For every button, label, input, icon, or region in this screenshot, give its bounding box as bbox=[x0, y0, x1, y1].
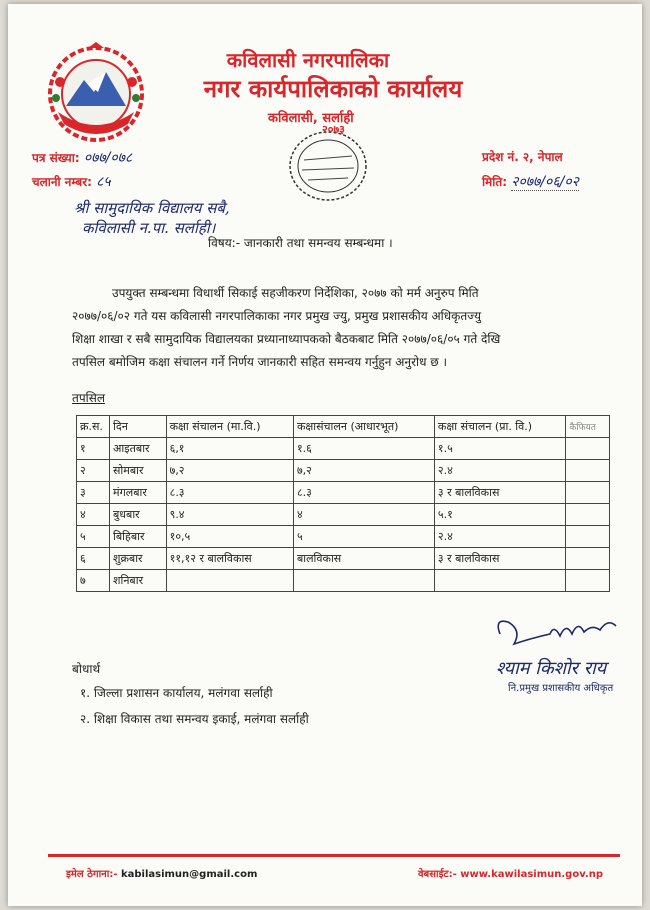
table-cell: बालविकास bbox=[293, 548, 434, 570]
letter-page bbox=[8, 4, 642, 906]
table-row bbox=[77, 526, 610, 548]
table-title: तपसिल bbox=[72, 391, 106, 405]
table-cell: आइतबार bbox=[110, 438, 167, 460]
table-cell: ८.३ bbox=[166, 482, 293, 504]
subject-line: विषय:- जानकारी तथा समन्वय सम्बन्धमा । bbox=[208, 236, 393, 250]
footer-website bbox=[418, 866, 603, 880]
footer-divider bbox=[48, 854, 620, 857]
table-cell: शनिबार bbox=[110, 570, 167, 592]
province-label: प्रदेश नं. २, नेपाल bbox=[482, 150, 563, 164]
header-cell: कक्षा संचालन (मा.वि.) bbox=[166, 416, 293, 438]
table-cell: ५.१ bbox=[434, 504, 565, 526]
dispatch-number-label: चलानी नम्बर: bbox=[32, 175, 92, 189]
table-cell: ६,१ bbox=[166, 438, 293, 460]
letter-date-label: मिति: bbox=[482, 175, 508, 189]
nepal-emblem-icon bbox=[36, 42, 156, 144]
email-link[interactable]: kabilasimun@gmail.com bbox=[120, 869, 258, 880]
header-cell: कक्षा संचालन (प्रा. वि.) bbox=[434, 416, 565, 438]
header-cell: कैफियत bbox=[566, 416, 610, 438]
cc-item-2: २. शिक्षा विकास तथा समन्वय इकाई, मलंगवा सर्लाही bbox=[80, 712, 309, 726]
signature-scribble bbox=[492, 604, 622, 660]
header-cell: कक्षासंचालन (आधारभूत) bbox=[293, 416, 434, 438]
table-cell: २.४ bbox=[434, 460, 565, 482]
table-cell: १०,५ bbox=[166, 526, 293, 548]
cc-item-1: १. जिल्ला प्रशासन कार्यालय, मलंगवा सर्लाही bbox=[80, 686, 273, 700]
table-row bbox=[77, 482, 610, 504]
table-cell bbox=[566, 504, 610, 526]
letter-number bbox=[32, 148, 132, 167]
table-row bbox=[77, 438, 610, 460]
website-label: वेबसाईट:- bbox=[418, 869, 457, 880]
table-header-row bbox=[77, 416, 610, 438]
table-cell: बुधबार bbox=[110, 504, 167, 526]
table-cell: ३ र बालविकास bbox=[434, 482, 565, 504]
signatory-name: श्याम किशोर राय bbox=[496, 658, 607, 679]
table-cell: २.४ bbox=[434, 526, 565, 548]
table-cell: बिहिबार bbox=[110, 526, 167, 548]
table-cell bbox=[566, 438, 610, 460]
body-line-1: उपयुक्त सम्बन्धमा विधार्थी सिकाई सहजीकरण निर्देशिका, २०७७ को मर्म अनुरुप मिति bbox=[112, 286, 479, 300]
table-cell bbox=[566, 548, 610, 570]
class-schedule-table bbox=[76, 415, 610, 592]
table-cell: ५ bbox=[293, 526, 434, 548]
office-name: नगर कार्यपालिकाको कार्यालय bbox=[203, 75, 463, 103]
table-cell: ४ bbox=[77, 504, 110, 526]
table-row bbox=[77, 570, 610, 592]
recipient-line-2: कविलासी न.पा. सर्लाही। bbox=[82, 219, 216, 237]
website-link[interactable]: www.kawilasimun.gov.np bbox=[460, 869, 603, 880]
body-line-4: तपसिल बमोजिम कक्षा संचालन गर्ने निर्णय जानकारी सहित समन्वय गर्नुहुन अनुरोध छ । bbox=[72, 355, 448, 369]
body-line-3: शिक्षा शाखा र सबै सामुदायिक विद्यालयका प्रध्यानाध्यापकको बैठकबाट मिति २०७७/०६/०५ गते देखि bbox=[72, 332, 501, 346]
body-line-2: २०७७/०६/०२ गते यस कविलासी नगरपालिकाका नगर प्रमुख ज्यु, प्रमुख प्रशासकीय अधिकृतज्यु bbox=[72, 309, 482, 323]
table-cell bbox=[166, 570, 293, 592]
office-address: कविलासी, सर्लाही bbox=[268, 111, 354, 126]
table-cell: ६ bbox=[77, 548, 110, 570]
table-cell: ३ bbox=[77, 482, 110, 504]
dispatch-number-value: ८५ bbox=[96, 174, 111, 190]
footer-email bbox=[66, 866, 257, 880]
recipient-line-1: श्री सामुदायिक विद्यालय सबै, bbox=[74, 199, 230, 217]
cc-heading: बोधार्थ bbox=[72, 662, 101, 676]
table-row bbox=[77, 504, 610, 526]
table-cell: ७,२ bbox=[166, 460, 293, 482]
table-cell: ११,१२ र बालविकास bbox=[166, 548, 293, 570]
office-stamp bbox=[278, 116, 378, 210]
table-cell bbox=[434, 570, 565, 592]
table-cell: मंगलबार bbox=[110, 482, 167, 504]
table-cell: २ bbox=[77, 460, 110, 482]
letter-number-value: ०७७/०७८ bbox=[83, 150, 133, 166]
table-row bbox=[77, 460, 610, 482]
table-cell bbox=[566, 526, 610, 548]
header-cell: दिन bbox=[110, 416, 167, 438]
table-cell: ७ bbox=[77, 570, 110, 592]
signatory-title: नि.प्रमुख प्रशासकीय अधिकृत bbox=[508, 683, 614, 694]
municipality-name: कविलासी नगरपालिका bbox=[226, 48, 390, 72]
table-cell: ७,२ bbox=[293, 460, 434, 482]
table-cell: ५ bbox=[77, 526, 110, 548]
table-cell bbox=[293, 570, 434, 592]
table-cell: ३ र बालविकास bbox=[434, 548, 565, 570]
table-cell: १.५ bbox=[434, 438, 565, 460]
table-cell bbox=[566, 460, 610, 482]
letter-date-value: २०७७/०६/०२ bbox=[511, 174, 579, 190]
dispatch-number bbox=[32, 172, 111, 191]
table-cell: १ bbox=[77, 438, 110, 460]
header-cell: क्र.स. bbox=[77, 416, 110, 438]
table-cell bbox=[566, 570, 610, 592]
established-year: २०७३ bbox=[322, 123, 345, 136]
table-cell: सोमबार bbox=[110, 460, 167, 482]
body-paragraph bbox=[72, 282, 632, 374]
table-cell: १.६ bbox=[293, 438, 434, 460]
email-label: इमेल ठेगाना:- bbox=[66, 869, 118, 880]
table-cell: शुक्रबार bbox=[110, 548, 167, 570]
letter-number-label: पत्र संख्या: bbox=[32, 151, 80, 165]
letter-date bbox=[482, 172, 579, 191]
table-cell bbox=[566, 482, 610, 504]
table-cell: ९.४ bbox=[166, 504, 293, 526]
table-cell: ८.३ bbox=[293, 482, 434, 504]
table-row bbox=[77, 548, 610, 570]
table-cell: ४ bbox=[293, 504, 434, 526]
